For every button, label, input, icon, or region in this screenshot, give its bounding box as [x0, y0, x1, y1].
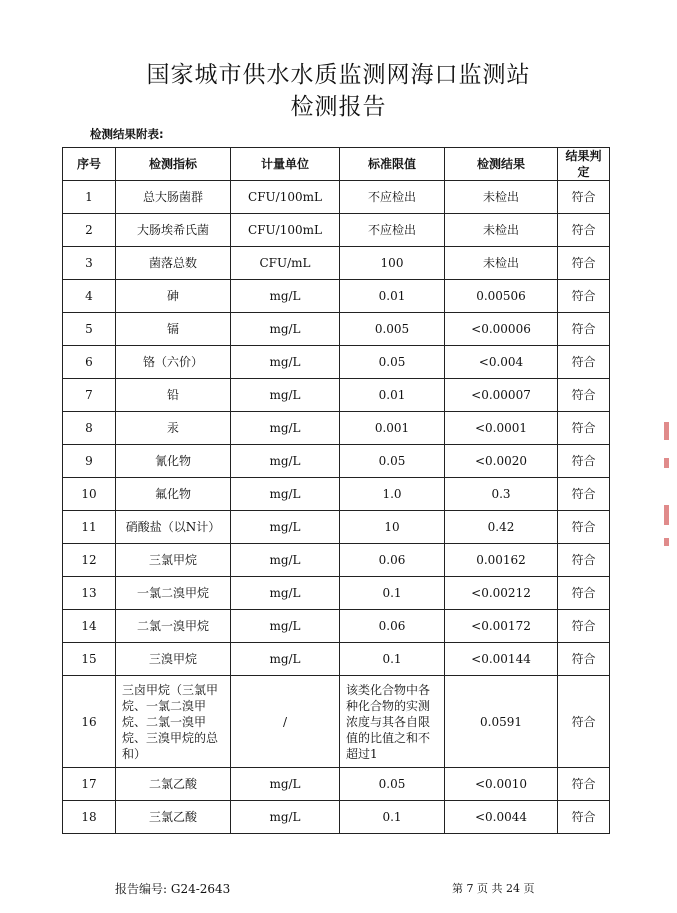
unit-cell: mg/L — [231, 544, 340, 577]
indicator-cell: 氰化物 — [116, 445, 231, 478]
table-row — [63, 181, 610, 214]
result-cell: <0.0020 — [445, 445, 558, 478]
unit-cell: CFU/mL — [231, 247, 340, 280]
limit-cell: 0.005 — [340, 313, 445, 346]
limit-cell: 100 — [340, 247, 445, 280]
indicator-cell: 二氯一溴甲烷 — [116, 610, 231, 643]
unit-cell: mg/L — [231, 643, 340, 676]
verdict-cell: 符合 — [558, 379, 610, 412]
limit-cell: 0.1 — [340, 643, 445, 676]
result-cell: 0.42 — [445, 511, 558, 544]
result-cell: <0.00212 — [445, 577, 558, 610]
indicator-cell: 三氯乙酸 — [116, 801, 231, 834]
table-body — [63, 181, 610, 834]
seal-stamp-edge — [664, 422, 669, 440]
row-number-cell: 5 — [63, 313, 116, 346]
limit-cell: 1.0 — [340, 478, 445, 511]
indicator-cell: 砷 — [116, 280, 231, 313]
indicator-cell: 硝酸盐（以N计） — [116, 511, 231, 544]
limit-cell: 0.01 — [340, 280, 445, 313]
report-subtitle: 检测报告 — [290, 94, 387, 120]
column-header: 标准限值 — [340, 148, 445, 181]
table-row — [63, 346, 610, 379]
indicator-cell: 菌落总数 — [116, 247, 231, 280]
limit-cell: 不应检出 — [340, 181, 445, 214]
table-row — [63, 511, 610, 544]
result-cell: <0.00007 — [445, 379, 558, 412]
row-number-cell: 8 — [63, 412, 116, 445]
table-row — [63, 544, 610, 577]
indicator-cell: 铬（六价） — [116, 346, 231, 379]
indicator-cell: 大肠埃希氏菌 — [116, 214, 231, 247]
verdict-cell: 符合 — [558, 577, 610, 610]
verdict-cell: 符合 — [558, 313, 610, 346]
report-title: 国家城市供水水质监测网海口监测站 — [146, 62, 531, 88]
result-cell: <0.0044 — [445, 801, 558, 834]
result-cell: <0.00006 — [445, 313, 558, 346]
verdict-cell: 符合 — [558, 346, 610, 379]
seal-stamp-edge — [664, 505, 669, 525]
result-cell: <0.00172 — [445, 610, 558, 643]
table-row — [63, 577, 610, 610]
unit-cell: mg/L — [231, 379, 340, 412]
column-header: 序号 — [63, 148, 116, 181]
limit-cell: 0.05 — [340, 346, 445, 379]
seal-stamp-edge — [664, 538, 669, 546]
table-row — [63, 313, 610, 346]
column-header: 计量单位 — [231, 148, 340, 181]
result-cell: 0.00162 — [445, 544, 558, 577]
result-cell: 未检出 — [445, 214, 558, 247]
column-header: 检测指标 — [116, 148, 231, 181]
unit-cell: CFU/100mL — [231, 181, 340, 214]
indicator-cell: 一氯二溴甲烷 — [116, 577, 231, 610]
row-number-cell: 7 — [63, 379, 116, 412]
table-row — [63, 610, 610, 643]
indicator-cell: 总大肠菌群 — [116, 181, 231, 214]
column-header: 结果判定 — [558, 148, 610, 181]
unit-cell: mg/L — [231, 445, 340, 478]
limit-cell: 0.05 — [340, 768, 445, 801]
verdict-cell: 符合 — [558, 610, 610, 643]
table-row — [63, 214, 610, 247]
row-number-cell: 6 — [63, 346, 116, 379]
limit-cell: 10 — [340, 511, 445, 544]
unit-cell: mg/L — [231, 511, 340, 544]
table-row — [63, 445, 610, 478]
indicator-cell: 铅 — [116, 379, 231, 412]
limit-cell: 0.01 — [340, 379, 445, 412]
unit-cell: / — [231, 676, 340, 768]
limit-cell: 不应检出 — [340, 214, 445, 247]
result-cell: 0.3 — [445, 478, 558, 511]
verdict-cell: 符合 — [558, 768, 610, 801]
unit-cell: mg/L — [231, 280, 340, 313]
limit-cell: 该类化合物中各种化合物的实测浓度与其各自限值的比值之和不超过1 — [340, 676, 445, 768]
verdict-cell: 符合 — [558, 181, 610, 214]
report-number: 报告编号: G24-2643 — [115, 882, 231, 896]
result-cell: 0.0591 — [445, 676, 558, 768]
verdict-cell: 符合 — [558, 445, 610, 478]
row-number-cell: 4 — [63, 280, 116, 313]
verdict-cell: 符合 — [558, 214, 610, 247]
row-number-cell: 16 — [63, 676, 116, 768]
result-cell: <0.0010 — [445, 768, 558, 801]
limit-cell: 0.06 — [340, 544, 445, 577]
seal-stamp-edge — [664, 458, 669, 468]
verdict-cell: 符合 — [558, 643, 610, 676]
row-number-cell: 15 — [63, 643, 116, 676]
table-caption: 检测结果附表: — [90, 127, 164, 141]
unit-cell: mg/L — [231, 412, 340, 445]
results-table — [62, 147, 610, 834]
column-header: 检测结果 — [445, 148, 558, 181]
table-row — [63, 247, 610, 280]
result-cell: <0.00144 — [445, 643, 558, 676]
limit-cell: 0.1 — [340, 577, 445, 610]
verdict-cell: 符合 — [558, 247, 610, 280]
indicator-cell: 三卤甲烷（三氯甲烷、一氯二溴甲烷、二氯一溴甲烷、三溴甲烷的总和） — [116, 676, 231, 768]
verdict-cell: 符合 — [558, 676, 610, 768]
verdict-cell: 符合 — [558, 511, 610, 544]
indicator-cell: 三溴甲烷 — [116, 643, 231, 676]
row-number-cell: 13 — [63, 577, 116, 610]
row-number-cell: 18 — [63, 801, 116, 834]
result-cell: 0.00506 — [445, 280, 558, 313]
row-number-cell: 17 — [63, 768, 116, 801]
result-cell: <0.0001 — [445, 412, 558, 445]
row-number-cell: 11 — [63, 511, 116, 544]
limit-cell: 0.06 — [340, 610, 445, 643]
unit-cell: mg/L — [231, 577, 340, 610]
result-cell: 未检出 — [445, 181, 558, 214]
row-number-cell: 12 — [63, 544, 116, 577]
verdict-cell: 符合 — [558, 801, 610, 834]
row-number-cell: 9 — [63, 445, 116, 478]
result-cell: <0.004 — [445, 346, 558, 379]
row-number-cell: 2 — [63, 214, 116, 247]
table-row — [63, 801, 610, 834]
table-row — [63, 676, 610, 768]
limit-cell: 0.001 — [340, 412, 445, 445]
limit-cell: 0.1 — [340, 801, 445, 834]
indicator-cell: 二氯乙酸 — [116, 768, 231, 801]
verdict-cell: 符合 — [558, 280, 610, 313]
unit-cell: mg/L — [231, 346, 340, 379]
unit-cell: mg/L — [231, 801, 340, 834]
verdict-cell: 符合 — [558, 544, 610, 577]
row-number-cell: 10 — [63, 478, 116, 511]
table-header-row — [63, 148, 610, 181]
limit-cell: 0.05 — [340, 445, 445, 478]
table-row — [63, 412, 610, 445]
unit-cell: CFU/100mL — [231, 214, 340, 247]
unit-cell: mg/L — [231, 768, 340, 801]
indicator-cell: 镉 — [116, 313, 231, 346]
unit-cell: mg/L — [231, 610, 340, 643]
row-number-cell: 1 — [63, 181, 116, 214]
verdict-cell: 符合 — [558, 412, 610, 445]
row-number-cell: 14 — [63, 610, 116, 643]
table-row — [63, 478, 610, 511]
result-cell: 未检出 — [445, 247, 558, 280]
row-number-cell: 3 — [63, 247, 116, 280]
table-row — [63, 280, 610, 313]
unit-cell: mg/L — [231, 313, 340, 346]
table-row — [63, 768, 610, 801]
page-number: 第 7 页 共 24 页 — [452, 882, 535, 895]
unit-cell: mg/L — [231, 478, 340, 511]
table-row — [63, 379, 610, 412]
verdict-cell: 符合 — [558, 478, 610, 511]
indicator-cell: 汞 — [116, 412, 231, 445]
indicator-cell: 三氯甲烷 — [116, 544, 231, 577]
indicator-cell: 氟化物 — [116, 478, 231, 511]
table-row — [63, 643, 610, 676]
